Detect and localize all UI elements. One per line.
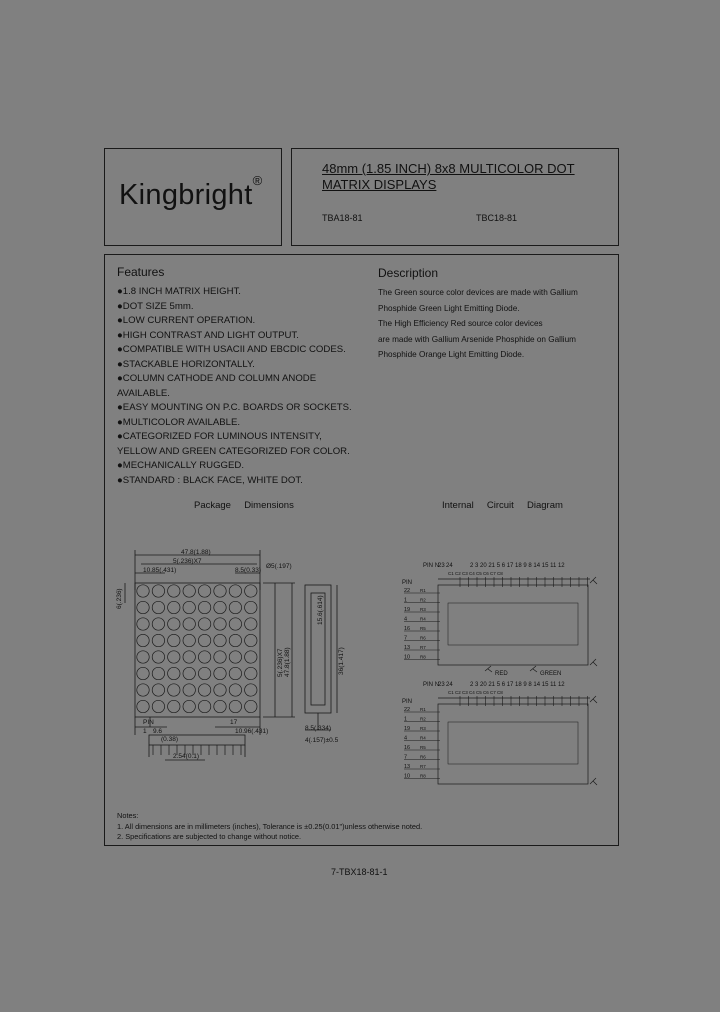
matrix-dot bbox=[229, 667, 241, 679]
circuit-row-label: R5 bbox=[420, 745, 426, 750]
dim-right-label: 8.5(0.33) bbox=[235, 567, 262, 574]
feature-item: ●CATEGORIZED FOR LUMINOUS INTENSITY, bbox=[117, 431, 322, 442]
pin-label: PIN bbox=[143, 719, 154, 726]
pin-pitch-label: 2.54(0.1) bbox=[173, 753, 200, 760]
circuit-b-row-pin-label: PIN bbox=[402, 699, 413, 705]
pin-gap-inch-label: (0.38) bbox=[161, 736, 178, 743]
matrix-dot bbox=[183, 684, 195, 696]
matrix-dot bbox=[183, 618, 195, 630]
legend-red: RED bbox=[495, 671, 508, 677]
matrix-dot bbox=[245, 651, 257, 663]
circuit-matrix-inner bbox=[448, 603, 578, 645]
circuit-row-pin: 7 bbox=[404, 754, 408, 761]
circuit-row-pin-label: PIN bbox=[402, 580, 413, 586]
matrix-dot bbox=[245, 667, 257, 679]
description-line: Phosphide Orange Light Emitting Diode. bbox=[378, 350, 525, 359]
dim-width-label: 47.8(1.88) bbox=[181, 549, 211, 556]
matrix-dot bbox=[137, 601, 149, 613]
matrix-dot bbox=[245, 585, 257, 597]
matrix-dot bbox=[183, 700, 195, 712]
circuit-row-label: R7 bbox=[420, 764, 426, 769]
dim-pin-len-label: 8.5(.334) bbox=[305, 725, 332, 732]
matrix-dot bbox=[152, 684, 164, 696]
circuit-pin-23: 23 bbox=[438, 563, 445, 569]
matrix-dot bbox=[214, 601, 226, 613]
features-heading: Features bbox=[117, 265, 165, 279]
circuit-matrix-box bbox=[438, 704, 588, 784]
matrix-dot bbox=[198, 684, 210, 696]
matrix-dot bbox=[168, 651, 180, 663]
document-code: 7-TBX18-81-1 bbox=[331, 867, 388, 877]
feature-item: ●MECHANICALLY RUGGED. bbox=[117, 460, 244, 471]
features-list bbox=[117, 285, 377, 488]
diode-mark bbox=[590, 659, 597, 666]
internal-circuit-drawing bbox=[390, 555, 612, 791]
circuit-row-pin: 7 bbox=[404, 635, 408, 642]
matrix-dot bbox=[229, 618, 241, 630]
matrix-dot bbox=[137, 634, 149, 646]
matrix-dot bbox=[183, 651, 195, 663]
circuit-row-pin: 22 bbox=[404, 707, 411, 713]
notes: Notes: 1. All dimensions are in millimeters (inches), Tolerance is ±0.25(0.01")unless otherwise noted. 2. Specifications are subjected to change without notice. bbox=[117, 811, 423, 841]
legend-red-diode-icon bbox=[485, 666, 492, 672]
dot-matrix bbox=[137, 585, 257, 713]
matrix-dot bbox=[152, 601, 164, 613]
circuit-b-top-pins: 2 3 20 21 5 6 17 18 9 8 14 15 11 12 bbox=[470, 682, 565, 688]
dim-height-label: 47.8(1.88) bbox=[284, 647, 291, 677]
diode-mark bbox=[590, 778, 597, 785]
matrix-dot bbox=[152, 634, 164, 646]
dim-side-label: 15.6(.614) bbox=[317, 595, 324, 625]
circuit-row-pin: 19 bbox=[404, 726, 411, 732]
part-number-a: TBA18-81 bbox=[322, 213, 363, 223]
circuit-row-pin: 22 bbox=[404, 588, 411, 594]
matrix-dot bbox=[152, 618, 164, 630]
matrix-dot bbox=[168, 634, 180, 646]
matrix-dot bbox=[214, 634, 226, 646]
kingbright-logo: Kingbright® bbox=[119, 173, 263, 211]
dim-pitch-label: 5(.236)X7 bbox=[173, 558, 202, 565]
circuit-b-col-labels: C1 C2 C3 C4 C5 C6 C7 C8 bbox=[448, 690, 503, 695]
pin-17-label: 17 bbox=[230, 719, 238, 726]
diode-mark bbox=[590, 696, 597, 703]
pin-width-label: 10.96(.431) bbox=[235, 728, 269, 735]
feature-item: ●COMPATIBLE WITH USACII AND EBCDIC CODES. bbox=[117, 344, 346, 355]
feature-item: ●STACKABLE HORIZONTALLY. bbox=[117, 358, 255, 370]
matrix-dot bbox=[152, 667, 164, 679]
matrix-dot bbox=[198, 667, 210, 679]
circuit-row-label: R6 bbox=[420, 754, 426, 760]
matrix-dot bbox=[198, 634, 210, 646]
dim-left-label: 10.85(.431) bbox=[143, 567, 177, 574]
matrix-dot bbox=[198, 618, 210, 630]
circuit-row-label: R2 bbox=[420, 597, 426, 603]
pin-one-label: 1 bbox=[143, 728, 147, 735]
circuit-row-label: R2 bbox=[420, 716, 426, 722]
matrix-dot bbox=[198, 700, 210, 712]
dim-pitch-v-label: 5(.236)X7 bbox=[277, 648, 284, 677]
circuit-row-pin: 13 bbox=[404, 645, 411, 651]
feature-item: ●HIGH CONTRAST AND LIGHT OUTPUT. bbox=[117, 329, 299, 341]
circuit-row-label: R1 bbox=[420, 588, 426, 593]
matrix-dot bbox=[168, 601, 180, 613]
pin-gap-label: 9.6 bbox=[153, 728, 163, 735]
matrix-dot bbox=[229, 585, 241, 597]
circuit-pin-24: 24 bbox=[446, 563, 453, 569]
matrix-dot bbox=[137, 667, 149, 679]
circuit-top-pins: 2 3 20 21 5 6 17 18 9 8 14 15 11 12 bbox=[470, 563, 565, 569]
circuit-row-label: R3 bbox=[420, 607, 426, 612]
circuit-row-pin: 10 bbox=[404, 654, 411, 661]
circuit-row-label: R7 bbox=[420, 645, 426, 650]
matrix-dot bbox=[229, 601, 241, 613]
circuit-col-labels: C1 C2 C3 C4 C5 C6 C7 C8 bbox=[448, 571, 503, 576]
feature-item: AVAILABLE. bbox=[117, 387, 170, 399]
description-text bbox=[378, 285, 613, 363]
circuit-pin-no-label: PIN N bbox=[423, 563, 440, 569]
description-heading: Description bbox=[378, 266, 439, 280]
matrix-dot bbox=[168, 667, 180, 679]
circuit-b-pin-no-label: PIN N bbox=[423, 682, 440, 688]
dim-top-label: 6(.236) bbox=[116, 588, 123, 609]
matrix-dot bbox=[152, 585, 164, 597]
circuit-matrix-inner bbox=[448, 722, 578, 764]
circuit-row-label: R8 bbox=[420, 654, 426, 660]
matrix-dot bbox=[183, 667, 195, 679]
matrix-dot bbox=[214, 618, 226, 630]
circuit-row-label: R8 bbox=[420, 773, 426, 779]
matrix-dot bbox=[152, 651, 164, 663]
circuit-row-pin: 19 bbox=[404, 607, 411, 613]
circuit-b-pin-23: 23 bbox=[438, 682, 445, 688]
matrix-dot bbox=[229, 684, 241, 696]
matrix-dot bbox=[245, 684, 257, 696]
circuit-matrix-box bbox=[438, 585, 588, 665]
matrix-dot bbox=[183, 585, 195, 597]
package-caption: Package Dimensions bbox=[194, 500, 294, 511]
circuit-row-pin: 1 bbox=[404, 597, 408, 604]
legend-green-diode-icon bbox=[530, 666, 537, 672]
matrix-dot bbox=[198, 585, 210, 597]
matrix-dot bbox=[137, 700, 149, 712]
matrix-dot bbox=[168, 700, 180, 712]
matrix-dot bbox=[214, 651, 226, 663]
circuit-row-pin: 16 bbox=[404, 745, 411, 751]
matrix-dot bbox=[183, 634, 195, 646]
feature-item: ●DOT SIZE 5mm. bbox=[117, 300, 194, 312]
circuit-row-label: R6 bbox=[420, 635, 426, 641]
package-dimensions-drawing bbox=[105, 545, 345, 785]
dim-pin-tol-label: 4(.157)±0.5 bbox=[305, 737, 339, 744]
matrix-dot bbox=[137, 618, 149, 630]
document-title: 48mm (1.85 INCH) 8x8 MULTICOLOR DOT MATRIX DISPLAYS bbox=[322, 161, 575, 192]
matrix-dot bbox=[214, 585, 226, 597]
feature-item: YELLOW AND GREEN CATEGORIZED FOR COLOR. bbox=[117, 445, 350, 457]
circuit-row-pin: 16 bbox=[404, 626, 411, 632]
matrix-dot bbox=[137, 684, 149, 696]
feature-item: ●1.8 INCH MATRIX HEIGHT. bbox=[117, 286, 241, 297]
part-number-c: TBC18-81 bbox=[476, 213, 518, 223]
circuit-row-pin: 4 bbox=[404, 735, 408, 742]
diode-mark bbox=[590, 577, 597, 584]
matrix-dot bbox=[229, 651, 241, 663]
feature-item: ●LOW CURRENT OPERATION. bbox=[117, 315, 256, 326]
circuit-b-pin-24: 24 bbox=[446, 682, 453, 688]
feature-item: ●EASY MOUNTING ON P.C. BOARDS OR SOCKETS. bbox=[117, 402, 352, 413]
matrix-dot bbox=[245, 618, 257, 630]
logo-box bbox=[104, 148, 282, 246]
matrix-dot bbox=[137, 585, 149, 597]
circuit-row-pin: 13 bbox=[404, 764, 411, 770]
circuit-row-label: R4 bbox=[420, 735, 426, 741]
matrix-dot bbox=[168, 585, 180, 597]
description-line: are made with Gallium Arsenide Phosphide on Gallium bbox=[378, 334, 576, 344]
matrix-dot bbox=[245, 700, 257, 712]
feature-item: ●COLUMN CATHODE AND COLUMN ANODE bbox=[117, 373, 317, 384]
matrix-dot bbox=[137, 651, 149, 663]
title-box bbox=[291, 148, 619, 246]
matrix-dot bbox=[198, 601, 210, 613]
circuit-row-label: R5 bbox=[420, 626, 426, 631]
matrix-dot bbox=[183, 601, 195, 613]
dim-depth-label: 36(1.417) bbox=[338, 647, 345, 675]
matrix-dot bbox=[214, 684, 226, 696]
matrix-dot bbox=[168, 684, 180, 696]
legend-green: GREEN bbox=[540, 671, 562, 677]
matrix-dot bbox=[214, 667, 226, 679]
description-line: The High Efficiency Red source color devices bbox=[378, 319, 543, 328]
dim-dot-label: Ø5(.197) bbox=[266, 563, 292, 570]
matrix-dot bbox=[245, 601, 257, 613]
matrix-dot bbox=[168, 618, 180, 630]
circuit-row-label: R3 bbox=[420, 726, 426, 731]
matrix-dot bbox=[229, 634, 241, 646]
main-content-box bbox=[104, 254, 619, 846]
circuit-caption: Internal Circuit Diagram bbox=[442, 500, 563, 511]
matrix-dot bbox=[152, 700, 164, 712]
matrix-dot bbox=[245, 634, 257, 646]
matrix-dot bbox=[214, 700, 226, 712]
matrix-dot bbox=[198, 651, 210, 663]
circuit-row-label: R4 bbox=[420, 616, 426, 622]
description-line: The Green source color devices are made with Gallium bbox=[378, 288, 578, 297]
feature-item: ●STANDARD : BLACK FACE, WHITE DOT. bbox=[117, 474, 303, 486]
circuit-row-pin: 1 bbox=[404, 716, 408, 723]
circuit-row-pin: 10 bbox=[404, 773, 411, 780]
circuit-row-label: R1 bbox=[420, 707, 426, 712]
circuit-row-pin: 4 bbox=[404, 616, 408, 623]
feature-item: ●MULTICOLOR AVAILABLE. bbox=[117, 416, 241, 428]
description-line: Phosphide Green Light Emitting Diode. bbox=[378, 303, 520, 313]
matrix-dot bbox=[229, 700, 241, 712]
